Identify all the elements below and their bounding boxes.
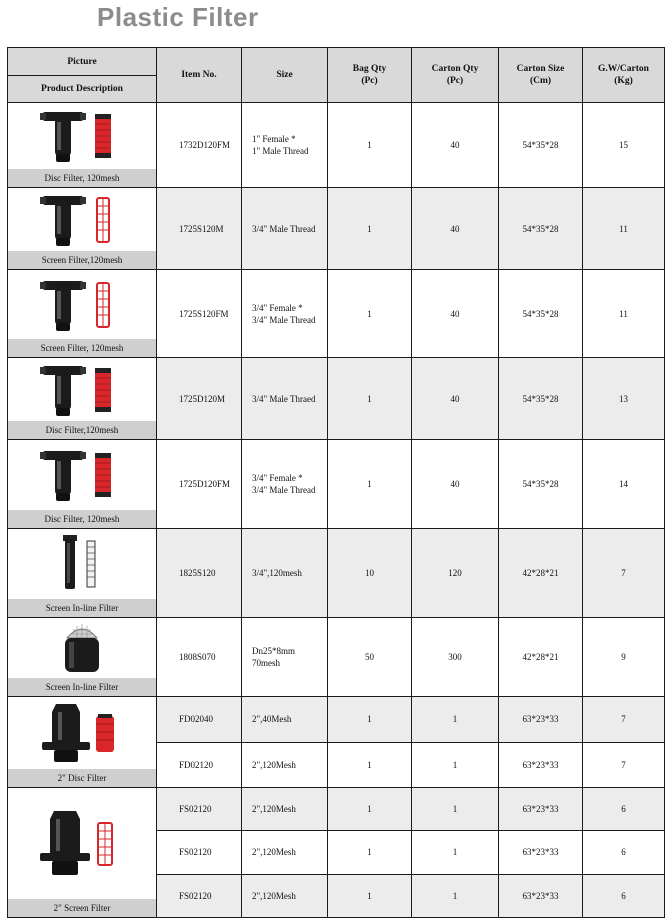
item-no-cell: 1725D120M [157,358,242,440]
size-line: 1" Male Thread [252,146,309,156]
carton-qty-cell: 1 [412,874,499,917]
size-cell [242,742,328,788]
bag-qty-cell: 1 [328,742,412,788]
carton-qty-cell: 1 [412,697,499,743]
item-no-cell: FD02120 [157,742,242,788]
product-picture-cell [8,358,157,440]
product-picture-cell [8,788,157,918]
product-picture-cell [8,618,157,697]
item-no-cell: FD02040 [157,697,242,743]
size-cell [242,440,328,529]
bag-qty-cell: 1 [328,440,412,529]
gw-carton-cell: 13 [583,358,665,440]
carton-size-cell: 63*23*33 [499,788,583,831]
product-table [7,47,665,918]
carton-qty-cell: 40 [412,270,499,358]
size-line: 2",120Mesh [252,847,296,858]
carton-qty-cell: 300 [412,618,499,697]
size-line: 3/4" Female * [252,473,303,483]
disc-filter-icon [8,358,156,421]
gw-carton-cell: 11 [583,188,665,270]
carton-size-cell: 54*35*28 [499,188,583,270]
size-cell [242,618,328,697]
gw-carton-cell: 6 [583,788,665,831]
carton-qty-cell: 1 [412,742,499,788]
product-description: Screen Filter,120mesh [8,251,156,269]
product-picture-cell [8,188,157,270]
carton-qty-cell: 40 [412,358,499,440]
gw-carton-cell: 9 [583,618,665,697]
product-description: Disc Filter,120mesh [8,421,156,439]
table-row [8,618,665,697]
bag-qty-cell: 1 [328,874,412,917]
carton-size-cell: 63*23*33 [499,742,583,788]
gw-carton-cell: 6 [583,874,665,917]
item-no-cell: FS02120 [157,788,242,831]
item-no-cell: 1725S120M [157,188,242,270]
product-picture-cell [8,529,157,618]
product-description: Disc Filter, 120mesh [8,169,156,187]
size-line: 3/4" Male Thread [252,485,316,495]
disc-filter-icon [8,440,156,510]
product-picture-cell [8,697,157,788]
screen-filter-icon [8,188,156,251]
gw-carton-cell: 6 [583,831,665,874]
carton-qty-cell: 40 [412,103,499,188]
size-line: 2",40Mesh [252,714,292,725]
table-row [8,440,665,529]
gw-carton-cell: 7 [583,697,665,743]
item-no-cell: FS02120 [157,831,242,874]
size-cell [242,788,328,831]
bag-qty-cell: 1 [328,358,412,440]
carton-qty-cell: 1 [412,831,499,874]
bag-qty-cell: 1 [328,103,412,188]
large-screen-filter-icon [8,788,156,899]
large-disc-filter-icon [8,697,156,769]
size-cell [242,188,328,270]
bag-qty-cell: 10 [328,529,412,618]
size-cell [242,529,328,618]
gw-carton-cell: 14 [583,440,665,529]
size-line: 3/4",120mesh [252,568,302,578]
carton-qty-cell: 120 [412,529,499,618]
size-line: 3/4" Male Thraed [252,393,316,404]
size-cell [242,270,328,358]
carton-qty-cell: 40 [412,440,499,529]
size-cell [242,103,328,188]
header-product-description: Product Description [8,76,157,103]
size-line: Dn25*8mm [252,646,296,656]
gw-carton-cell: 7 [583,742,665,788]
table-row [8,270,665,358]
table-row [8,358,665,440]
size-line: 3/4" Male Thread [252,314,316,325]
product-description: Screen In-line Filter [8,599,156,617]
item-no-cell: 1732D120FM [157,103,242,188]
item-no-cell: 1808S070 [157,618,242,697]
disc-filter-icon [8,103,156,169]
carton-size-cell: 63*23*33 [499,697,583,743]
table-row [8,103,665,188]
size-line: 2",120Mesh [252,890,296,901]
inline-strainer-icon [8,618,156,678]
carton-size-cell: 54*35*28 [499,270,583,358]
bag-qty-cell: 1 [328,188,412,270]
carton-size-cell: 54*35*28 [499,358,583,440]
product-description: Screen In-line Filter [8,678,156,696]
size-cell [242,831,328,874]
header-bag-qty: Bag Qty (Pc) [328,48,412,103]
carton-size-cell: 63*23*33 [499,874,583,917]
product-picture-cell [8,440,157,529]
size-line: 3/4" Female * [252,302,303,313]
header-carton-qty: Carton Qty (Pc) [412,48,499,103]
product-description: 2" Disc Filter [8,769,156,787]
bag-qty-cell: 1 [328,831,412,874]
bag-qty-cell: 50 [328,618,412,697]
bag-qty-cell: 1 [328,788,412,831]
carton-size-cell: 63*23*33 [499,831,583,874]
table-row [8,788,665,831]
screen-filter-icon [8,270,156,339]
size-cell [242,358,328,440]
item-no-cell: 1725D120FM [157,440,242,529]
item-no-cell: FS02120 [157,874,242,917]
header-gw-carton: G.W/Carton (Kg) [583,48,665,103]
page-title: Plastic Filter [97,2,259,32]
carton-size-cell: 54*35*28 [499,103,583,188]
carton-size-cell: 42*28*21 [499,618,583,697]
item-no-cell: 1825S120 [157,529,242,618]
header-carton-size: Carton Size (Cm) [499,48,583,103]
size-cell [242,874,328,917]
header-item-no: Item No. [157,48,242,103]
product-description: 2" Screen Filter [8,899,156,917]
carton-qty-cell: 40 [412,188,499,270]
product-description: Screen Filter, 120mesh [8,339,156,357]
product-description: Disc Filter, 120mesh [8,510,156,528]
carton-size-cell: 42*28*21 [499,529,583,618]
table-row [8,697,665,743]
gw-carton-cell: 11 [583,270,665,358]
size-line: 2",120Mesh [252,804,296,815]
bag-qty-cell: 1 [328,697,412,743]
inline-screen-filter-icon [8,529,156,599]
item-no-cell: 1725S120FM [157,270,242,358]
header-picture: Picture [8,48,157,76]
header-size: Size [242,48,328,103]
carton-qty-cell: 1 [412,788,499,831]
product-picture-cell [8,103,157,188]
table-row [8,188,665,270]
size-line: 70mesh [252,658,280,668]
table-row [8,529,665,618]
bag-qty-cell: 1 [328,270,412,358]
gw-carton-cell: 7 [583,529,665,618]
gw-carton-cell: 15 [583,103,665,188]
size-line: 2",120Mesh [252,759,296,770]
size-cell [242,697,328,743]
product-picture-cell [8,270,157,358]
carton-size-cell: 54*35*28 [499,440,583,529]
size-line: 1" Female * [252,134,296,144]
size-line: 3/4" Male Thread [252,223,316,234]
